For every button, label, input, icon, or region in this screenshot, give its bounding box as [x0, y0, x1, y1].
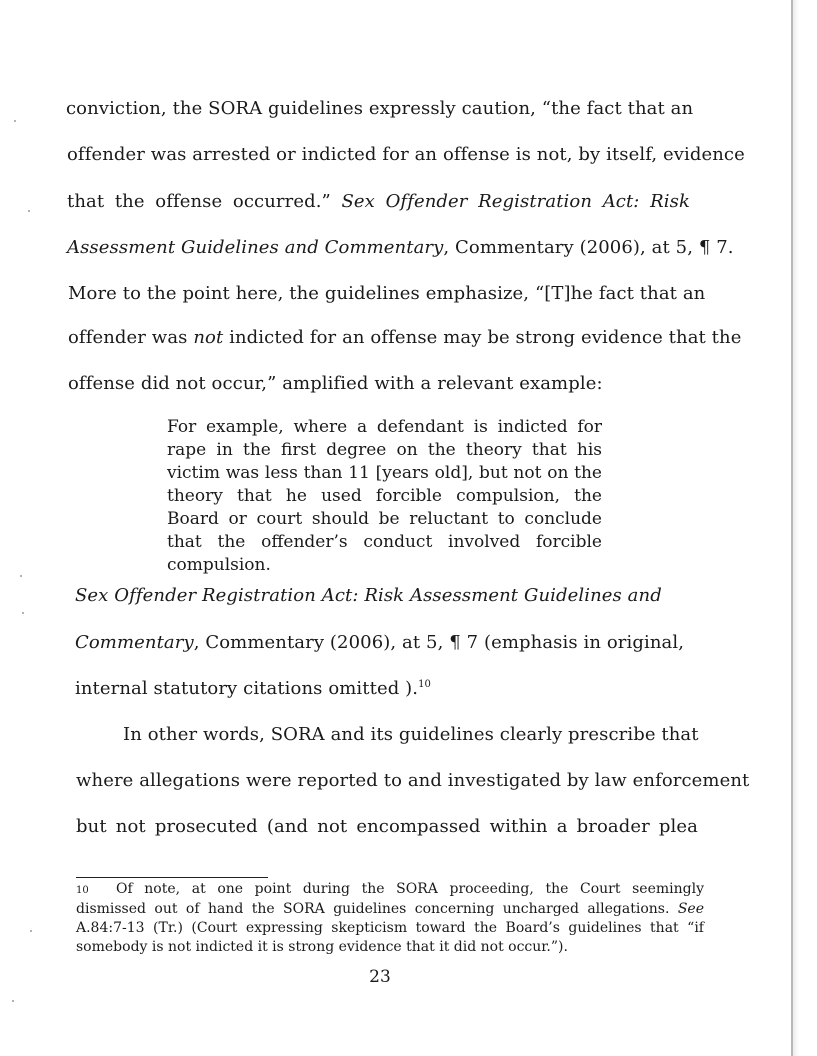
citation-details: , Commentary (2006), at 5, ¶ 7 (emphasis in original, — [193, 632, 685, 653]
body-line-5: More to the point here, the guidelines emphasize, “[T]he fact that an — [68, 283, 706, 304]
body-line-4-text: , Commentary (2006), at 5, ¶ 7. — [443, 237, 734, 258]
body-line-1: conviction, the SORA guidelines expressly caution, “the fact that an — [66, 98, 694, 119]
footnote-signal: See — [677, 901, 705, 917]
body-line-3-title: Sex Offender Registration Act: Risk — [341, 191, 690, 212]
scan-speck — [28, 210, 30, 212]
body-line-4-title: Assessment Guidelines and Commentary — [67, 237, 444, 258]
quote-line: victim was less than 11 [years old], but not on the — [167, 463, 602, 483]
block-quote — [167, 416, 602, 577]
quote-line: rape in the first degree on the theory that his — [167, 440, 602, 460]
body-line-7: offense did not occur,” amplified with a relevant example: — [68, 373, 603, 394]
footnote-reference: 10 — [418, 679, 432, 690]
citation-title: Sex Offender Registration Act: Risk Assessment Guidelines and — [75, 585, 662, 606]
citation-title-cont: Commentary — [75, 632, 194, 653]
body-line-p2-1: In other words, SORA and its guidelines clearly prescribe that — [123, 724, 699, 745]
scan-edge — [791, 0, 793, 1056]
body-line-6 — [68, 326, 742, 350]
scan-speck — [12, 1000, 14, 1002]
body-line-p2-2: where allegations were reported to and investigated by law enforcement — [76, 770, 750, 791]
body-line-4 — [67, 236, 734, 260]
footnote-rule — [76, 877, 268, 878]
body-line-3-text: that the offense occurred.” — [67, 191, 331, 212]
citation-line-3 — [75, 677, 431, 701]
body-line-6-pre: offender was — [68, 327, 194, 348]
body-line-p2-3: but not prosecuted (and not encompassed within a broader plea — [76, 816, 698, 837]
quote-line: compulsion. — [167, 555, 271, 575]
body-line-2: offender was arrested or indicted for an offense is not, by itself, evidence — [67, 144, 745, 165]
body-line-6-emphasis: not — [193, 327, 224, 348]
footnote-line-3: A.84:7-13 (Tr.) (Court expressing skepticism toward the Board’s guidelines that “if — [76, 920, 704, 936]
footnote-text: Of note, at one point during the SORA proceeding, the Court seemingly — [116, 881, 704, 897]
footnote — [76, 880, 704, 957]
body-line-6-post: indicted for an offense may be strong evidence that the — [223, 327, 742, 348]
scan-edge-shadow — [793, 0, 799, 1056]
quote-line: that the offender’s conduct involved forcible — [167, 532, 602, 552]
citation-line-1 — [75, 584, 662, 608]
footnote-line-4: somebody is not indicted it is strong evidence that it did not occur.”). — [76, 939, 568, 955]
citation-line-2 — [75, 631, 684, 655]
scan-speck — [20, 575, 22, 577]
body-line-3 — [67, 190, 690, 214]
quote-line: theory that he used forcible compulsion, the — [167, 486, 602, 506]
footnote-text: dismissed out of hand the SORA guidelines concerning uncharged allegations. — [76, 901, 670, 917]
citation-end: internal statutory citations omitted ). — [75, 678, 419, 699]
scan-speck — [14, 120, 16, 122]
page-number: 23 — [369, 967, 391, 987]
scan-speck — [22, 612, 24, 614]
scan-speck — [30, 930, 32, 932]
footnote-line-2 — [76, 900, 704, 919]
quote-line: For example, where a defendant is indicted for — [167, 417, 602, 437]
footnote-number: 10 — [76, 885, 89, 896]
quote-line: Board or court should be reluctant to conclude — [167, 509, 602, 529]
footnote-line-1 — [76, 880, 704, 900]
